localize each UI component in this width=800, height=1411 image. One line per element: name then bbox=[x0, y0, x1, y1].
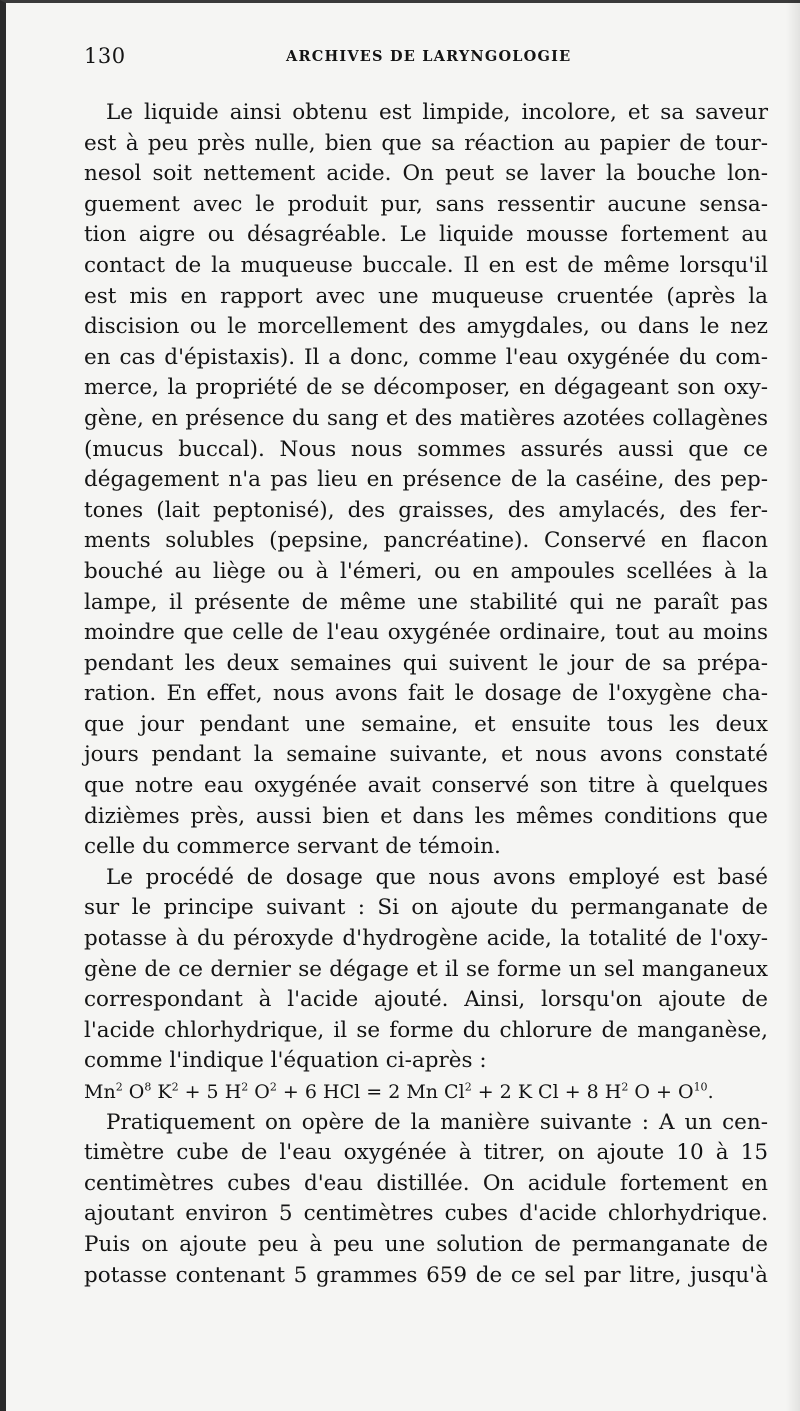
equation-term: O bbox=[248, 1081, 270, 1103]
text-line: (mucus buccal). Nous nous sommes assurés aussi que ce bbox=[84, 436, 768, 462]
text-line: guement avec le produit pur, sans ressentir aucune sensa- bbox=[84, 191, 768, 217]
text-line: ajoutant environ 5 centimètres cubes d'acide chlorhydrique. bbox=[84, 1201, 768, 1227]
text-line: contact de la muqueuse buccale. Il en est de même lorsqu'il bbox=[84, 252, 768, 278]
equation-term: K bbox=[151, 1081, 172, 1103]
text-line: tion aigre ou désagréable. Le liquide mousse fortement au bbox=[84, 222, 768, 248]
equation-term: O + O bbox=[628, 1081, 694, 1103]
text-line: potasse contenant 5 grammes 659 de ce sel par litre, jusqu'à bbox=[84, 1262, 768, 1288]
equation-term: . bbox=[707, 1081, 714, 1103]
text-line: est mis en rapport avec une muqueuse cruentée (après la bbox=[84, 283, 768, 309]
text-line: centimètres cubes d'eau distillée. On acidule fortement en bbox=[84, 1170, 768, 1196]
paragraph-1 bbox=[84, 98, 768, 863]
chemical-equation bbox=[84, 1077, 768, 1108]
text-line: gène, en présence du sang et des matières azotées collagènes bbox=[84, 405, 768, 431]
text-line: est à peu près nulle, bien que sa réaction au papier de tour- bbox=[84, 130, 768, 156]
text-line: moindre que celle de l'eau oxygénée ordinaire, tout au moins bbox=[84, 620, 768, 646]
text-line: nesol soit nettement acide. On peut se laver la bouche lon- bbox=[84, 161, 768, 187]
text-line: bouché au liège ou à l'émeri, ou en ampoules scellées à la bbox=[84, 558, 768, 584]
text-line: tones (lait peptonisé), des graisses, des amylacés, des fer- bbox=[84, 497, 768, 523]
equation-superscript: 10 bbox=[693, 1080, 708, 1094]
text-line: comme l'indique l'équation ci-après : bbox=[84, 1048, 487, 1074]
text-line: en cas d'épistaxis). Il a donc, comme l'eau oxygénée du com- bbox=[84, 344, 768, 370]
page-number: 130 bbox=[84, 44, 126, 68]
text-line: discision ou le morcellement des amygdales, ou dans le nez bbox=[84, 314, 768, 340]
text-line: correspondant à l'acide ajouté. Ainsi, lorsqu'on ajoute de bbox=[84, 987, 768, 1013]
equation-superscript: 2 bbox=[115, 1080, 123, 1094]
text-line: dégagement n'a pas lieu en présence de la caséine, des pep- bbox=[84, 467, 768, 493]
text-line: l'acide chlorhydrique, il se forme du chlorure de manganèse, bbox=[84, 1017, 768, 1043]
paragraph-2 bbox=[84, 863, 768, 1077]
text-line: que jour pendant une semaine, et ensuite tous les deux bbox=[84, 711, 768, 737]
text-line: ments solubles (pepsine, pancréatine). Conservé en flacon bbox=[84, 528, 768, 554]
equation-superscript: 2 bbox=[171, 1080, 179, 1094]
equation-term: Mn bbox=[84, 1081, 116, 1103]
equation-term: O bbox=[122, 1081, 145, 1103]
running-title: ARCHIVES DE LARYNGOLOGIE bbox=[286, 48, 572, 65]
body-text bbox=[84, 98, 768, 1291]
text-line: celle du commerce servant de témoin. bbox=[84, 834, 501, 860]
equation-superscript: 2 bbox=[464, 1080, 472, 1094]
equation-line bbox=[84, 1077, 768, 1108]
text-line: Le procédé de dosage que nous avons employé est basé bbox=[106, 864, 768, 890]
text-line: Le liquide ainsi obtenu est limpide, incolore, et sa saveur bbox=[106, 100, 768, 125]
equation-term: + 2 K Cl + 8 H bbox=[471, 1081, 622, 1103]
text-line: lampe, il présente de même une stabilité qui ne paraît pas bbox=[84, 589, 768, 615]
text-line: Puis on ajoute peu à peu une solution de permanganate de bbox=[84, 1231, 768, 1257]
equation-term: + 5 H bbox=[178, 1081, 242, 1103]
text-line: Pratiquement on opère de la manière suivante : A un cen- bbox=[106, 1109, 768, 1135]
text-line: timètre cube de l'eau oxygénée à titrer, on ajoute 10 à 15 bbox=[84, 1140, 768, 1166]
text-line: pendant les deux semaines qui suivent le jour de sa prépa- bbox=[84, 650, 768, 676]
equation-superscript: 2 bbox=[269, 1080, 277, 1094]
equation-term: + 6 HCl = 2 Mn Cl bbox=[276, 1081, 465, 1103]
text-line: merce, la propriété de se décomposer, en dégageant son oxy- bbox=[84, 375, 768, 401]
equation-superscript: 8 bbox=[144, 1080, 152, 1094]
text-line: gène de ce dernier se dégage et il se forme un sel manganeux bbox=[84, 956, 768, 982]
text-line: potasse à du péroxyde d'hydrogène acide, la totalité de l'oxy- bbox=[84, 926, 768, 952]
text-line: jours pendant la semaine suivante, et nous avons constaté bbox=[84, 742, 768, 768]
text-line: sur le principe suivant : Si on ajoute du permanganate de bbox=[84, 895, 768, 921]
paragraph-3 bbox=[84, 1108, 768, 1292]
page-header bbox=[84, 44, 784, 74]
equation-superscript: 2 bbox=[241, 1080, 249, 1094]
text-line: que notre eau oxygénée avait conservé son titre à quelques bbox=[84, 773, 768, 799]
equation-superscript: 2 bbox=[621, 1080, 629, 1094]
text-line: ration. En effet, nous avons fait le dosage de l'oxygène cha- bbox=[84, 681, 768, 707]
text-line: dizièmes près, aussi bien et dans les mêmes conditions que bbox=[84, 803, 768, 829]
scan-edge-shadow bbox=[786, 0, 800, 1411]
